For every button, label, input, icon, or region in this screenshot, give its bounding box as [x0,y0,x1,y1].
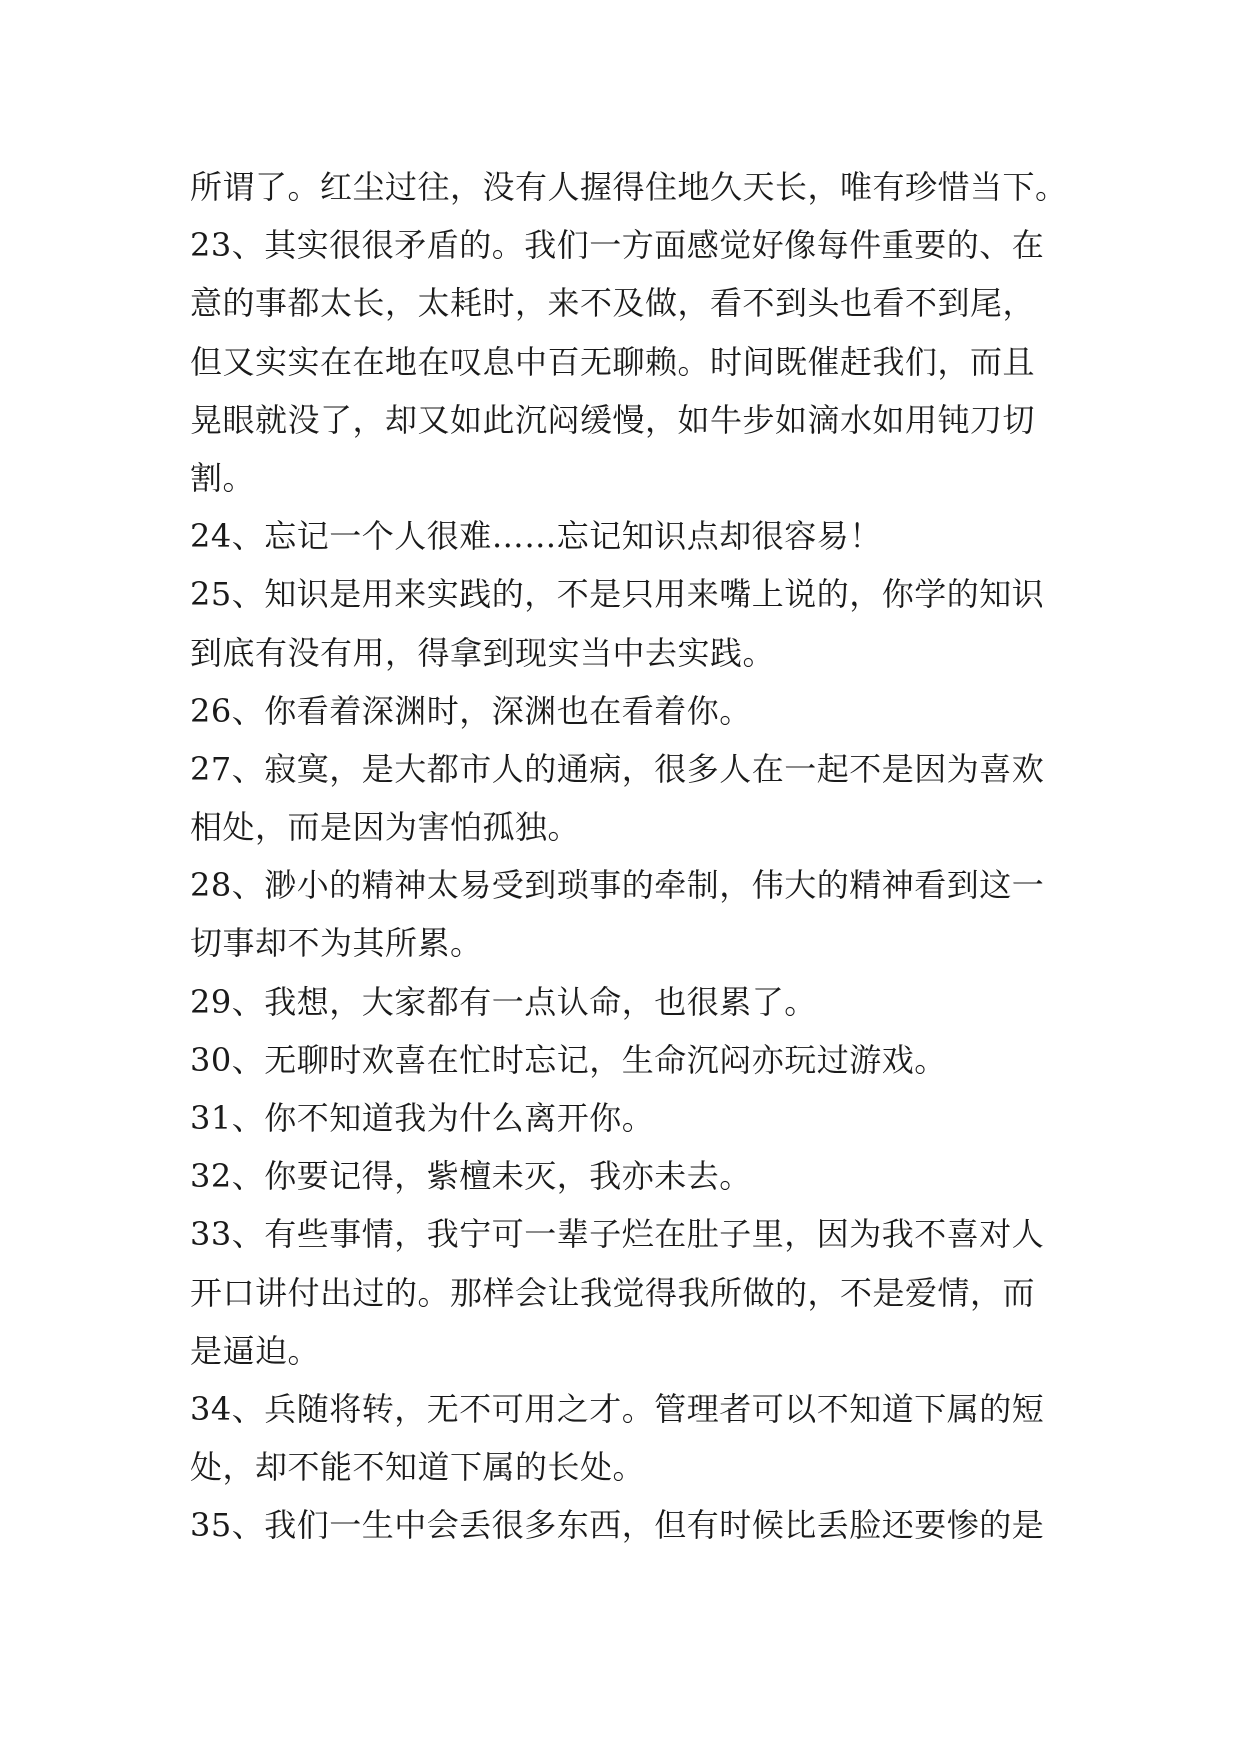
text-line: 相处，而是因为害怕孤独。 [190,808,581,847]
text-line: 27、寂寞，是大都市人的通病，很多人在一起不是因为喜欢 [190,749,1045,788]
text-line: 开口讲付出过的。那样会让我觉得我所做的，不是爱情，而 [190,1273,1036,1312]
text-line: 所谓了。红尘过往，没有人握得住地久天长，唯有珍惜当下。 [190,168,1068,206]
text-line: 34、兵随将转，无不可用之才。管理者可以不知道下属的短 [190,1389,1045,1428]
text-line: 29、我想，大家都有一点认命，也很累了。 [190,982,817,1021]
text-line: 到底有没有用，得拿到现实当中去实践。 [190,633,776,672]
text-line: 但又实实在在地在叹息中百无聊赖。时间既催赶我们，而且 [190,342,1036,381]
text-line: 是逼迫。 [190,1331,321,1370]
document-body [190,158,1070,1555]
text-line: 30、无聊时欢喜在忙时忘记，生命沉闷亦玩过游戏。 [190,1040,947,1079]
text-line: 26、你看着深渊时，深渊也在看着你。 [190,691,752,730]
text-line: 31、你不知道我为什么离开你。 [190,1099,655,1137]
text-line: 割。 [190,458,256,497]
text-line: 24、忘记一个人很难……忘记知识点却很容易！ [190,517,882,556]
text-line: 切事却不为其所累。 [190,924,483,963]
text-line: 33、有些事情，我宁可一辈子烂在肚子里，因为我不喜对人 [190,1215,1045,1254]
text-line: 晃眼就没了，却又如此沉闷缓慢，如牛步如滴水如用钝刀切 [190,400,1036,439]
text-line: 32、你要记得，紫檀未灭，我亦未去。 [190,1157,752,1196]
text-line: 意的事都太长，太耗时，来不及做，看不到头也看不到尾， [190,284,1036,323]
text-line: 25、知识是用来实践的，不是只用来嘴上说的，你学的知识 [190,575,1045,614]
text-line: 28、渺小的精神太易受到琐事的牵制，伟大的精神看到这一 [190,866,1045,905]
text-line: 35、我们一生中会丢很多东西，但有时候比丢脸还要惨的是 [190,1506,1045,1545]
text-line: 23、其实很很矛盾的。我们一方面感觉好像每件重要的、在 [190,226,1045,265]
text-line: 处，却不能不知道下属的长处。 [190,1448,646,1487]
